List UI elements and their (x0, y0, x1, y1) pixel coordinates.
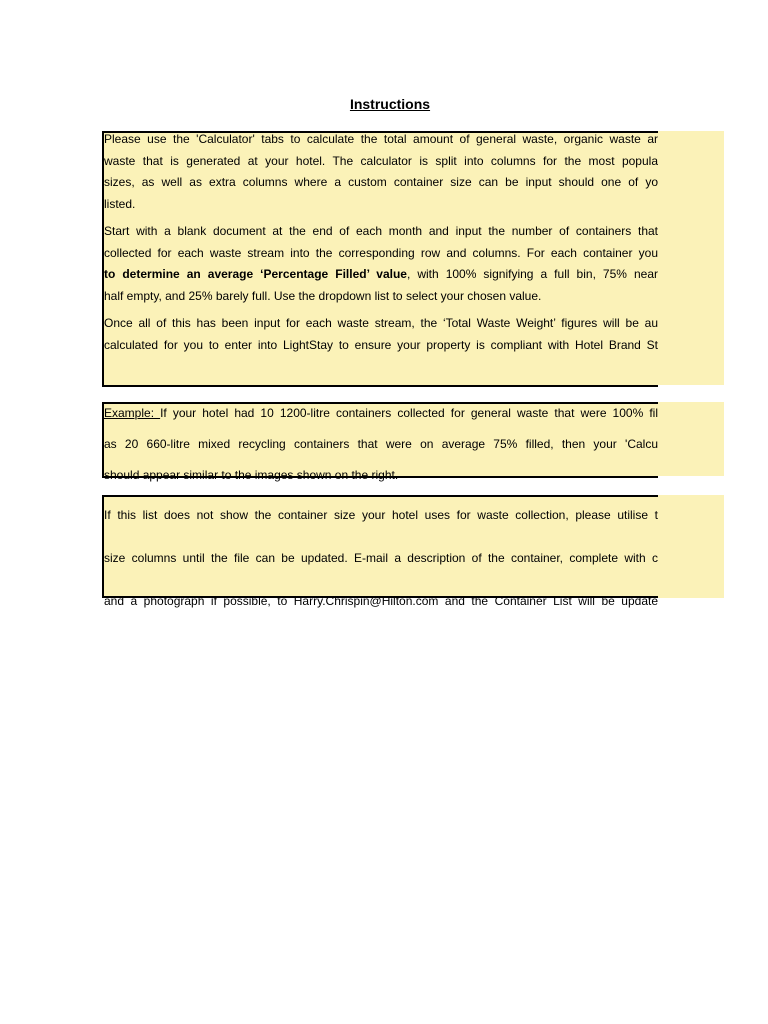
text-line: collected for each waste stream into the corresponding row and columns. For each container you (104, 245, 658, 260)
overflow-cell-fill (658, 131, 724, 385)
text-line: size columns until the file can be updated. E-mail a description of the container, complete with c (104, 551, 658, 565)
text-line: calculated for you to enter into LightStay to ensure your property is compliant with Hotel Brand St (104, 337, 658, 352)
text-line: as 20 660-litre mixed recycling containers that were on average 75% filled, then your 'Calcu (104, 437, 658, 451)
container-list-paragraph (104, 494, 658, 623)
text-run: , with 100% signifying a full bin, 75% near (406, 267, 658, 281)
total-weight-paragraph (104, 313, 658, 356)
text-line (104, 264, 658, 286)
text-line: listed. (104, 196, 136, 211)
example-label: Example: (104, 406, 161, 420)
text-line: If this list does not show the container size your hotel uses for waste collection, please utilise t (104, 508, 658, 522)
overflow-cell-fill (658, 402, 724, 476)
text-line: Once all of this has been input for each waste stream, the ‘Total Waste Weight’ figures will be au (104, 316, 658, 330)
text-line: sizes, as well as extra columns where a custom container size can be input should one of yo (104, 175, 658, 189)
example-paragraph (104, 398, 658, 491)
bold-instruction: to determine an average ‘Percentage Filled’ value (104, 267, 407, 281)
text-line: and a photograph if possible, to Harry.Chrispin@Hilton.com and the Container List will be update (104, 594, 658, 608)
text-line: half empty, and 25% barely full. Use the dropdown list to select your chosen value. (104, 288, 542, 303)
text-line (104, 398, 658, 429)
calculator-intro-paragraph (104, 129, 658, 215)
monthly-input-paragraph (104, 221, 658, 307)
text-line: waste that is generated at your hotel. The calculator is split into columns for the most popula (104, 153, 658, 168)
text-run: If your hotel had 10 1200-litre containers collected for general waste that were 100% fil (160, 406, 658, 420)
page-title: Instructions (349, 96, 431, 112)
overflow-cell-fill (658, 495, 724, 598)
text-line: should appear similar to the images shown on the right. (104, 468, 399, 482)
text-line: Please use the 'Calculator' tabs to calculate the total amount of general waste, organic waste ar (104, 132, 658, 146)
text-line: Start with a blank document at the end of each month and input the number of containers that (104, 224, 658, 238)
